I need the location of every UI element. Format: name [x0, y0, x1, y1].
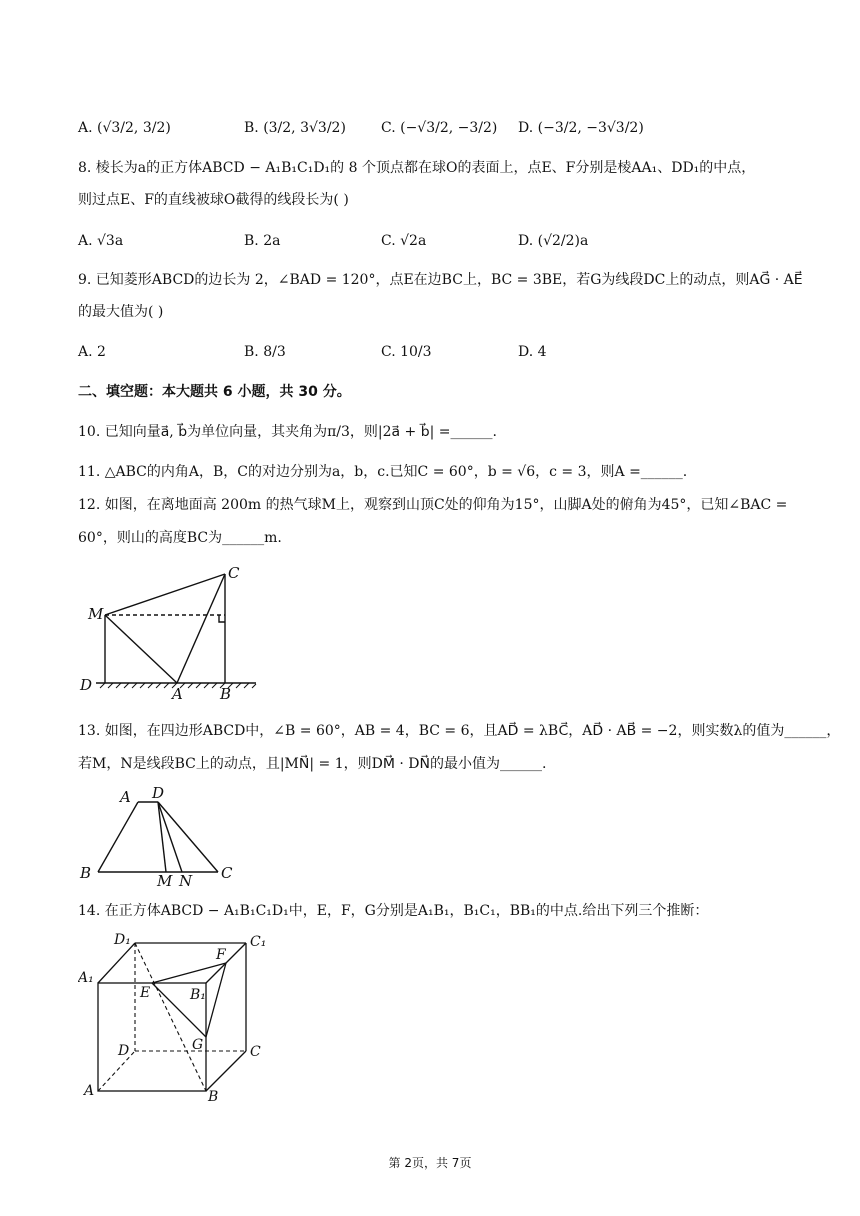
q10-text: 10. 已知向量a⃗, b⃗为单位向量，其夹角为π/3，则|2a⃗ + b⃗| =______. — [78, 424, 497, 440]
fig12-label-d: D — [80, 676, 93, 694]
fig12-label-a: A — [172, 685, 183, 702]
q8-option-c: C. √2a — [381, 233, 427, 249]
q12-line1: 12. 如图，在离地面高 200m 的热气球M上，观察到山顶C处的仰角为15°，山脚A处的俯角为45°，已知∠BAC = — [78, 497, 788, 513]
fig12-label-b: B — [220, 685, 232, 702]
q8-option-b: B. 2a — [244, 233, 281, 249]
fig13-label-a: A — [120, 788, 131, 806]
q8-line2: 则过点E、F的直线被球O截得的线段长为( ) — [78, 192, 349, 208]
fig13-label-d: D — [152, 784, 165, 802]
q9-line2: 的最大值为( ) — [78, 304, 164, 320]
q8-option-d: D. (√2/2)a — [518, 233, 589, 249]
fig13-label-b: B — [80, 864, 92, 882]
q13-line1: 13. 如图，在四边形ABCD中，∠B = 60°，AB = 4，BC = 6，且AD⃗ = λBC⃗，AD⃗ · AB⃗ = −2，则实数λ的值为______， — [78, 723, 841, 739]
q9-line1: 9. 已知菱形ABCD的边长为 2，∠BAD = 120°，点E在边BC上，BC = 3BE，若G为线段DC上的动点，则AG⃗ · AE⃗ — [78, 272, 803, 288]
q9-option-d: D. 4 — [518, 344, 547, 360]
fig14-label-d: D — [118, 1043, 130, 1059]
fig14-label-a: A — [84, 1083, 95, 1099]
q7-option-d: D. (−3/2, −3√3/2) — [518, 120, 644, 136]
q7-option-b: B. (3/2, 3√3/2) — [244, 120, 346, 136]
fig12-label-c: C — [228, 564, 240, 582]
fig14-label-e: E — [140, 985, 151, 1001]
fig12-label-m: M — [88, 605, 104, 623]
q9-option-c: C. 10/3 — [381, 344, 432, 360]
fig13-label-n: N — [179, 872, 193, 888]
figure-quadrilateral — [78, 782, 248, 888]
fig14-label-b: B — [208, 1089, 219, 1104]
fig14-label-a1: A₁ — [78, 970, 94, 986]
fig14-label-b1: B₁ — [190, 987, 206, 1003]
fig14-label-g: G — [192, 1037, 204, 1053]
fig14-label-d1: D₁ — [114, 932, 131, 948]
q14-text: 14. 在正方体ABCD − A₁B₁C₁D₁中，E，F，G分别是A₁B₁，B₁C₁，BB₁的中点.给出下列三个推断： — [78, 903, 709, 919]
fig14-label-f: F — [216, 947, 226, 963]
q9-option-a: A. 2 — [78, 344, 106, 360]
fig14-label-c: C — [250, 1044, 261, 1060]
q13-line2: 若M，N是线段BC上的动点，且|MN⃗| = 1，则DM⃗ · DN⃗的最小值为______. — [78, 756, 547, 772]
figure-balloon-mountain — [78, 562, 268, 702]
q9-option-b: B. 8/3 — [244, 344, 286, 360]
fig13-label-m: M — [157, 872, 173, 888]
figure-cube — [78, 928, 278, 1104]
q7-option-a: A. (√3/2, 3/2) — [78, 120, 171, 136]
section-heading-fill-in: 二、填空题：本大题共 6 小题，共 30 分。 — [78, 384, 351, 400]
page-footer: 第 2页，共 7页 — [388, 1156, 472, 1170]
fig14-label-c1: C₁ — [250, 934, 267, 950]
fig13-label-c: C — [221, 864, 233, 882]
q7-option-c: C. (−√3/2, −3/2) — [381, 120, 498, 136]
q8-line1: 8. 棱长为a的正方体ABCD − A₁B₁C₁D₁的 8 个顶点都在球O的表面上，点E、F分别是棱AA₁、DD₁的中点， — [78, 160, 756, 176]
q12-line2: 60°，则山的高度BC为______m. — [78, 530, 282, 546]
q8-option-a: A. √3a — [78, 233, 124, 249]
q11-text: 11. △ABC的内角A，B，C的对边分别为a，b，c.已知C = 60°，b = √6，c = 3，则A =______. — [78, 464, 688, 480]
